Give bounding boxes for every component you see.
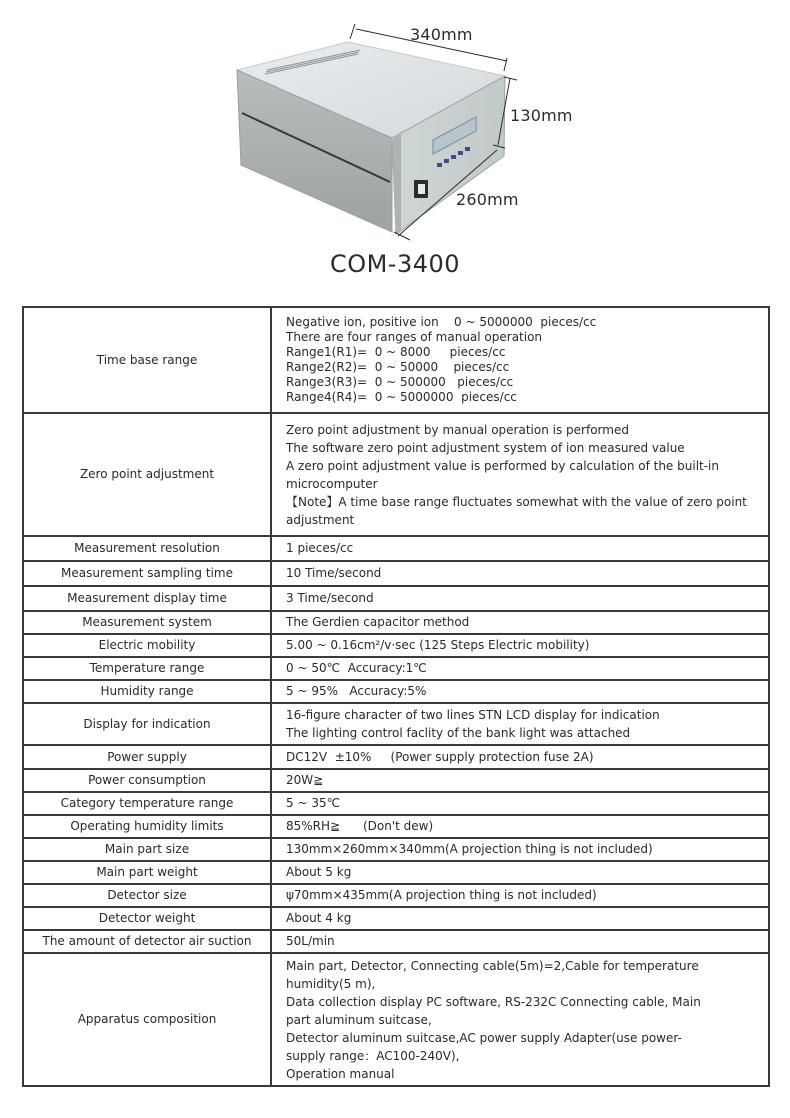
table-row — [23, 307, 769, 413]
table-row — [23, 634, 769, 657]
table-row — [23, 611, 769, 634]
spec-value: Zero point adjustment by manual operation is performed The software zero point adjustment system of ion measured value A zero point adjustment value is performed by calculation of the built-in microcomputer 【Note】A time base range fluctuates somewhat with the value of zero point adjustment — [271, 413, 769, 536]
table-row — [23, 680, 769, 703]
table-row — [23, 861, 769, 884]
spec-label: Time base range — [23, 307, 271, 413]
spec-label: Measurement resolution — [23, 536, 271, 561]
spec-label: Display for indication — [23, 703, 271, 745]
spec-value: 130mm×260mm×340mm(A projection thing is not included) — [271, 838, 769, 861]
table-row — [23, 907, 769, 930]
spec-value: 20W≧ — [271, 769, 769, 792]
spec-label: Power supply — [23, 745, 271, 769]
spec-label: Measurement system — [23, 611, 271, 634]
spec-value: About 5 kg — [271, 861, 769, 884]
spec-value: ψ70mm×435mm(A projection thing is not included) — [271, 884, 769, 907]
spec-label: Humidity range — [23, 680, 271, 703]
spec-value: 5 ~ 95% Accuracy:5% — [271, 680, 769, 703]
spec-label: Power consumption — [23, 769, 271, 792]
spec-value: 85%RH≧ (Don't dew) — [271, 815, 769, 838]
table-row — [23, 703, 769, 745]
spec-value: 1 pieces/cc — [271, 536, 769, 561]
table-row — [23, 930, 769, 953]
width-dimension-label: 340mm — [410, 25, 473, 44]
spec-label: Main part weight — [23, 861, 271, 884]
spec-label: Apparatus composition — [23, 953, 271, 1086]
table-row — [23, 769, 769, 792]
spec-value: Main part, Detector, Connecting cable(5m)=2,Cable for temperature humidity(5 m), Data collection display PC software, RS-232C Connecting cable, Main part aluminum suitcase, Detector aluminum suitcase,AC power supply Adapter(use power-supply range：AC100-240V), Operation manual — [271, 953, 769, 1086]
spec-label: Detector size — [23, 884, 271, 907]
table-row — [23, 745, 769, 769]
spec-value: 50L/min — [271, 930, 769, 953]
table-row — [23, 536, 769, 561]
depth-dimension-label: 260mm — [456, 190, 519, 209]
table-row — [23, 413, 769, 536]
spec-label: Detector weight — [23, 907, 271, 930]
spec-label: Measurement display time — [23, 586, 271, 611]
spec-value: 5 ~ 35℃ — [271, 792, 769, 815]
table-row — [23, 884, 769, 907]
specification-table — [22, 306, 770, 1087]
table-row — [23, 953, 769, 1086]
height-dimension-label: 130mm — [510, 106, 573, 125]
table-row — [23, 586, 769, 611]
spec-label: Zero point adjustment — [23, 413, 271, 536]
spec-value: 3 Time/second — [271, 586, 769, 611]
spec-value: About 4 kg — [271, 907, 769, 930]
spec-value: Negative ion, positive ion 0 ~ 5000000 pieces/cc There are four ranges of manual operation Range1(R1)= 0 ~ 8000 pieces/cc Range2(R2)= 0 ~ 50000 pieces/cc Range3(R3)= 0 ~ 500000 pieces/cc Range4(R4)= 0 ~ 5000000 pieces/cc — [271, 307, 769, 413]
table-row — [23, 657, 769, 680]
model-name: COM-3400 — [329, 250, 461, 278]
spec-label: Category temperature range — [23, 792, 271, 815]
table-row — [23, 815, 769, 838]
table-row — [23, 561, 769, 586]
spec-label: Temperature range — [23, 657, 271, 680]
table-row — [23, 792, 769, 815]
spec-value: 10 Time/second — [271, 561, 769, 586]
table-row — [23, 838, 769, 861]
spec-label: Main part size — [23, 838, 271, 861]
spec-label: Electric mobility — [23, 634, 271, 657]
spec-value: DC12V ±10% (Power supply protection fuse 2A) — [271, 745, 769, 769]
spec-label: Measurement sampling time — [23, 561, 271, 586]
spec-label: The amount of detector air suction — [23, 930, 271, 953]
spec-value: 5.00 ~ 0.16cm²/v·sec (125 Steps Electric mobility) — [271, 634, 769, 657]
spec-value: 16-figure character of two lines STN LCD display for indication The lighting control faclity of the bank light was attached — [271, 703, 769, 745]
spec-value: The Gerdien capacitor method — [271, 611, 769, 634]
spec-value: 0 ~ 50℃ Accuracy:1℃ — [271, 657, 769, 680]
spec-label: Operating humidity limits — [23, 815, 271, 838]
